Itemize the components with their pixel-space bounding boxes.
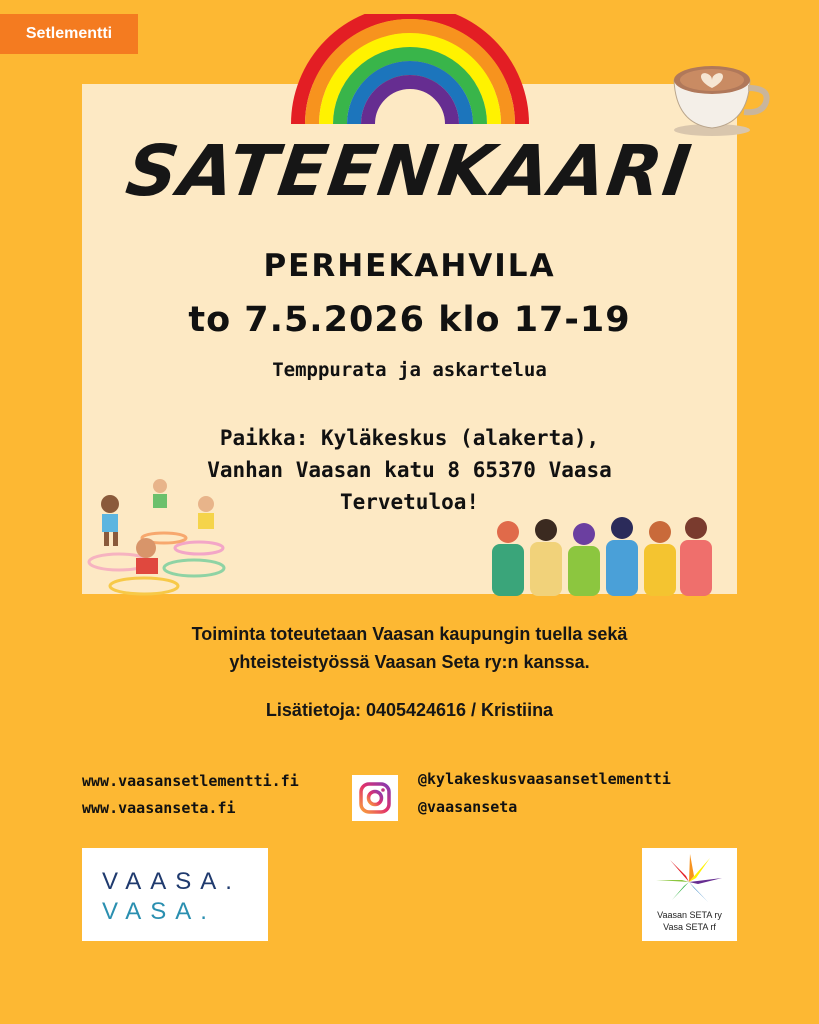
event-datetime: to 7.5.2026 klo 17-19 bbox=[188, 300, 631, 340]
coffee-cup-icon bbox=[666, 54, 774, 138]
website-link-setlementti[interactable]: www.vaasansetlementti.fi bbox=[82, 772, 299, 790]
vaasa-logo-line2: VASA. bbox=[102, 898, 216, 925]
contact-info: Lisätietoja: 0405424616 / Kristiina bbox=[265, 700, 554, 720]
instagram-handle-vaasanseta[interactable]: @vaasanseta bbox=[418, 798, 518, 816]
rainbow-icon bbox=[288, 14, 532, 124]
event-activity: Temppurata ja askartelua bbox=[272, 359, 547, 381]
instagram-icon[interactable] bbox=[352, 775, 398, 821]
playing-kids-illustration bbox=[84, 476, 234, 596]
seta-logo-line2: Vasa SETA rf bbox=[663, 922, 716, 932]
vaasa-logo-line1: VAASA. bbox=[102, 868, 241, 895]
brand-tag: Setlementti bbox=[0, 14, 138, 54]
info-line2: yhteisteistyössä Vaasan Seta ry:n kanssa. bbox=[229, 652, 590, 672]
event-place-line1: Paikka: Kyläkeskus (alakerta), bbox=[219, 426, 600, 450]
website-link-seta[interactable]: www.vaasanseta.fi bbox=[82, 799, 236, 817]
event-welcome: Tervetuloa! bbox=[339, 490, 480, 514]
vaasa-city-logo bbox=[82, 848, 268, 941]
instagram-handle-kylakeskus[interactable]: @kylakeskusvaasansetlementti bbox=[418, 770, 671, 788]
friends-group-illustration bbox=[484, 510, 722, 596]
vaasan-seta-logo bbox=[642, 848, 737, 941]
event-place-line2: Vanhan Vaasan katu 8 65370 Vaasa bbox=[207, 458, 612, 482]
info-line1: Toiminta toteutetaan Vaasan kaupungin tuella sekä bbox=[191, 624, 628, 644]
event-title: SATEENKAARI bbox=[121, 130, 698, 212]
seta-logo-line1: Vaasan SETA ry bbox=[657, 910, 722, 920]
event-subtitle: PERHEKAHVILA bbox=[263, 248, 556, 284]
rainbow-star-icon bbox=[642, 848, 737, 908]
